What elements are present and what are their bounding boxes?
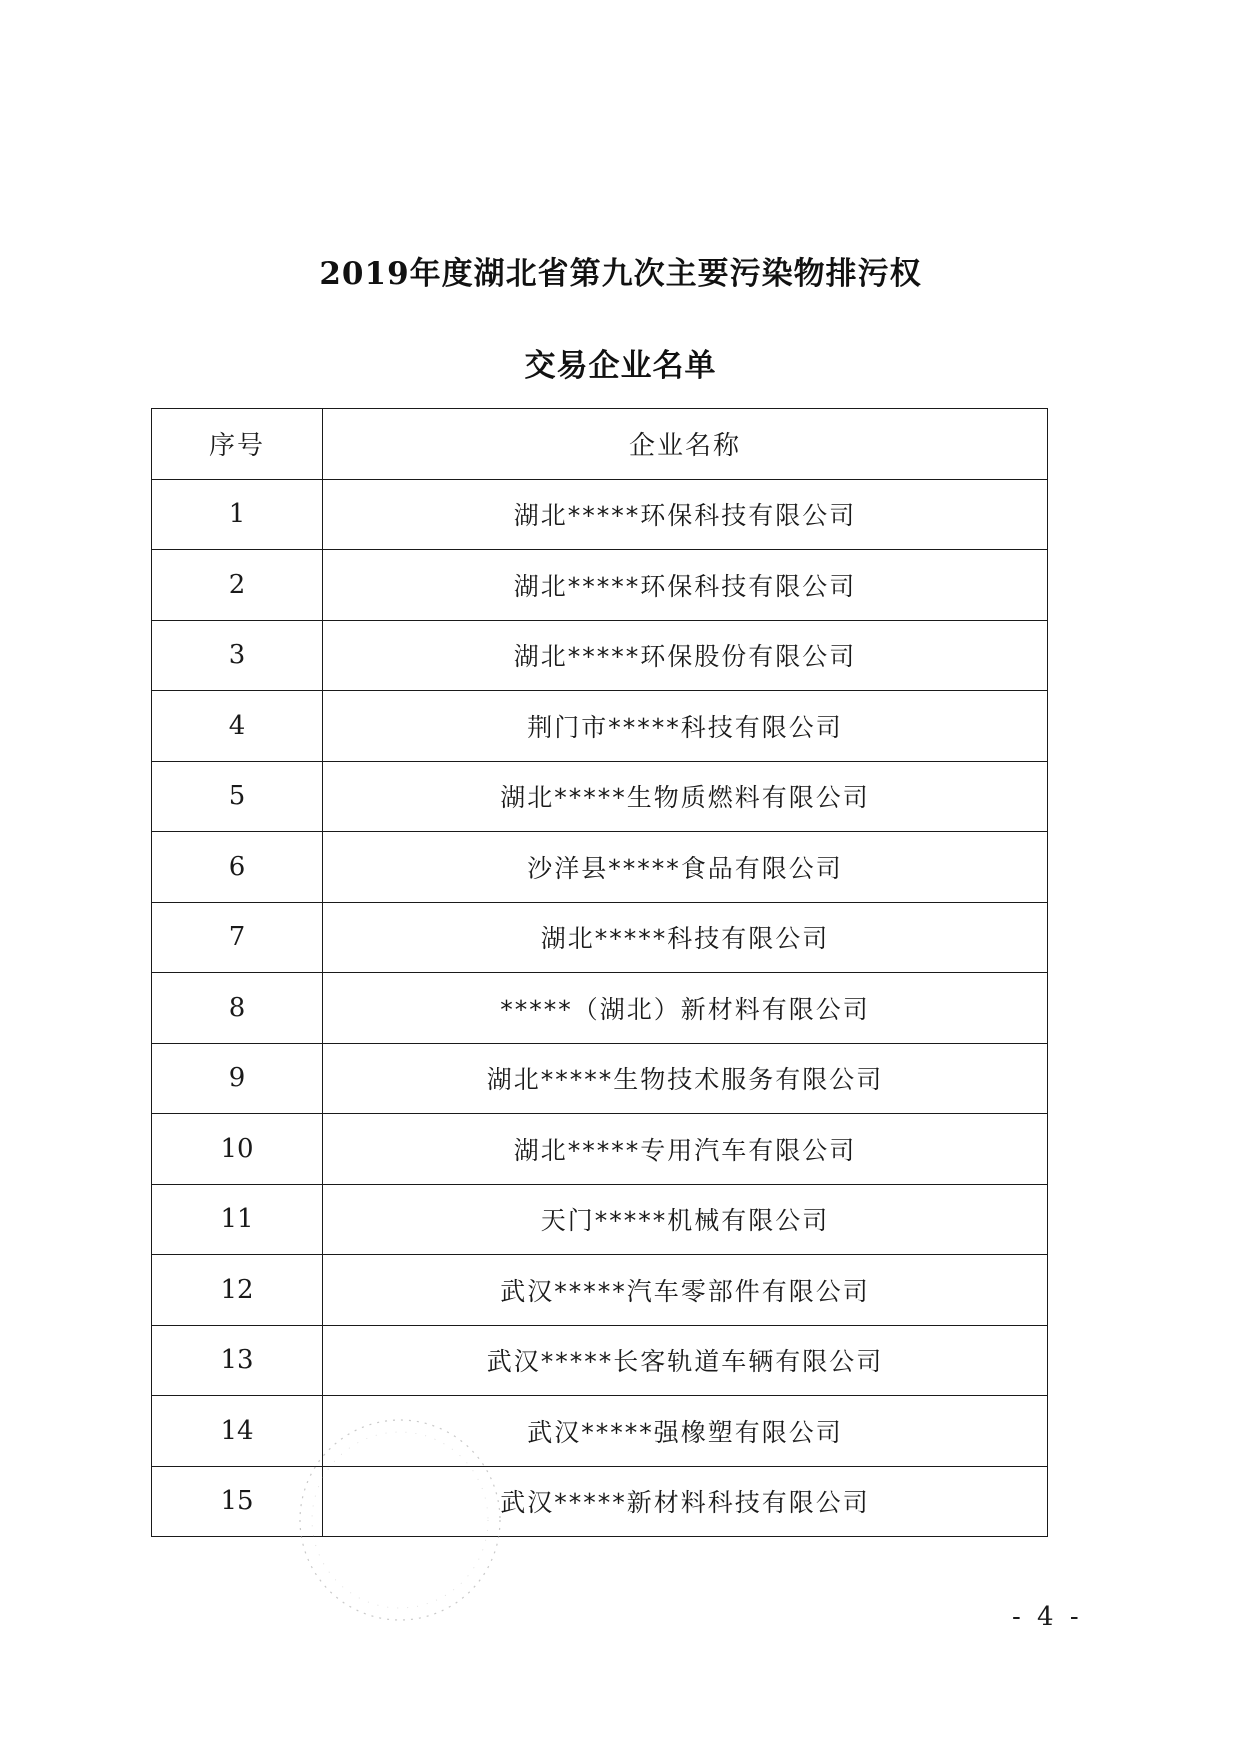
document-title-line-2: 交易企业名单 [524,348,717,384]
table-row [152,1184,1048,1255]
row-company-name: 武汉*****长客轨道车辆有限公司 [323,1325,1048,1396]
table-row [152,1325,1048,1396]
table-row [152,761,1048,832]
row-company-name: *****（湖北）新材料有限公司 [323,973,1048,1044]
table-row [152,902,1048,973]
row-company-name: 天门*****机械有限公司 [323,1184,1048,1255]
table-row [152,1466,1048,1537]
header-company-name: 企业名称 [323,409,1048,480]
row-company-name: 湖北*****环保股份有限公司 [323,620,1048,691]
row-index: 8 [152,973,323,1044]
table-row [152,1255,1048,1326]
row-company-name: 武汉*****强橡塑有限公司 [323,1396,1048,1467]
table-row [152,1396,1048,1467]
row-index: 13 [152,1325,323,1396]
table-row [152,620,1048,691]
row-index: 7 [152,902,323,973]
row-company-name: 湖北*****生物质燃料有限公司 [323,761,1048,832]
row-index: 15 [152,1466,323,1537]
row-company-name: 湖北*****环保科技有限公司 [323,479,1048,550]
table-row [152,691,1048,762]
row-index: 9 [152,1043,323,1114]
table-row [152,973,1048,1044]
row-company-name: 湖北*****科技有限公司 [323,902,1048,973]
row-company-name: 武汉*****新材料科技有限公司 [323,1466,1048,1537]
row-company-name: 湖北*****生物技术服务有限公司 [323,1043,1048,1114]
row-index: 11 [152,1184,323,1255]
row-index: 4 [152,691,323,762]
table-row [152,479,1048,550]
page-number: - 4 - [1012,1602,1083,1632]
table-row [152,1043,1048,1114]
row-index: 12 [152,1255,323,1326]
row-company-name: 沙洋县*****食品有限公司 [323,832,1048,903]
row-company-name: 湖北*****专用汽车有限公司 [323,1114,1048,1185]
company-list-table [151,408,1048,1537]
row-index: 6 [152,832,323,903]
table-row [152,832,1048,903]
row-index: 2 [152,550,323,621]
row-company-name: 武汉*****汽车零部件有限公司 [323,1255,1048,1326]
table-body [152,479,1048,1537]
table-row [152,1114,1048,1185]
row-index: 10 [152,1114,323,1185]
table-row [152,550,1048,621]
header-index: 序号 [152,409,323,480]
row-company-name: 荆门市*****科技有限公司 [323,691,1048,762]
row-index: 14 [152,1396,323,1467]
row-index: 5 [152,761,323,832]
row-index: 3 [152,620,323,691]
document-title-line-1: 2019年度湖北省第九次主要污染物排污权 [319,256,922,292]
table-header-row [152,409,1048,480]
row-company-name: 湖北*****环保科技有限公司 [323,550,1048,621]
row-index: 1 [152,479,323,550]
